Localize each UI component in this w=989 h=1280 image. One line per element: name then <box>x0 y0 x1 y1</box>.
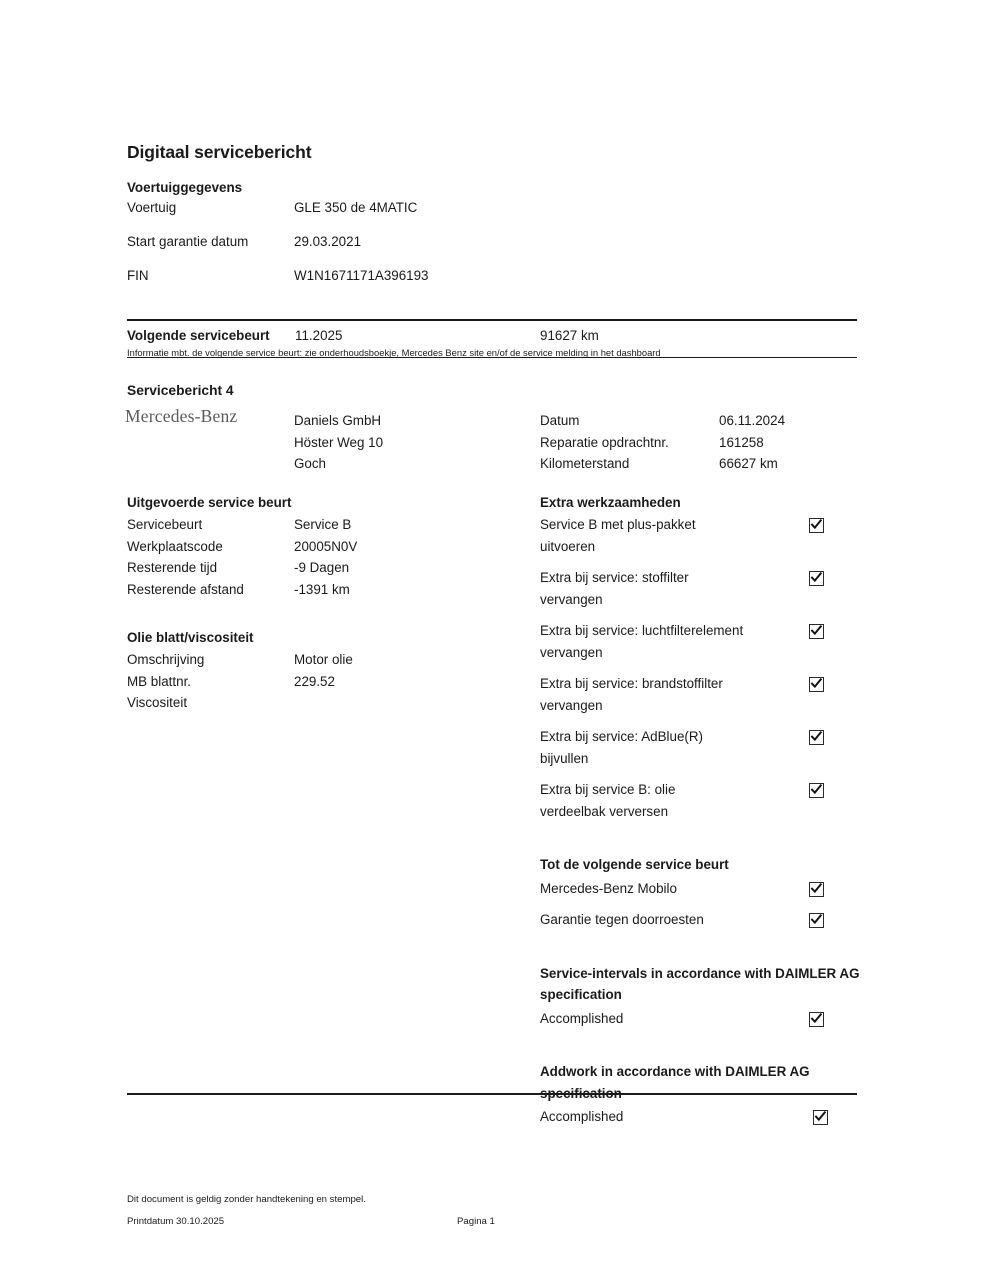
checkbox-checked-icon[interactable] <box>809 730 824 745</box>
extra-work-heading: Extra werkzaamheden <box>540 495 681 510</box>
addwork-list <box>540 1106 860 1128</box>
table-row <box>540 432 860 454</box>
checkbox-checked-icon[interactable] <box>809 571 824 586</box>
row-value: 161258 <box>719 434 764 450</box>
row-label: MB blattnr. <box>127 673 192 689</box>
row-value: 66627 km <box>719 456 778 471</box>
oil-section-heading: Olie blatt/viscositeit <box>127 630 254 645</box>
table-row <box>127 536 517 558</box>
spacer <box>127 600 517 630</box>
row-value: Motor olie <box>294 652 353 667</box>
table-row <box>127 692 517 714</box>
spacer <box>540 1039 860 1061</box>
row-label: FIN <box>127 268 149 283</box>
next-service-band <box>127 328 857 356</box>
row-label: Voertuig <box>127 200 177 215</box>
dealer-name: Daniels GmbH <box>294 413 382 428</box>
row-label: Kilometerstand <box>540 456 630 471</box>
oil-section-table <box>127 649 517 714</box>
footer-print-date: Printdatum 30.10.2025 <box>127 1216 225 1227</box>
row-label: Reparatie opdrachtnr. <box>540 434 669 450</box>
list-item <box>540 567 860 610</box>
divider-top <box>127 319 857 321</box>
vehicle-data-table <box>127 200 627 302</box>
list-item <box>540 620 860 663</box>
checkbox-checked-icon[interactable] <box>809 913 824 928</box>
dealer-address <box>294 410 383 475</box>
left-column <box>127 495 517 714</box>
table-row <box>540 410 860 432</box>
extra-work-list <box>540 514 860 822</box>
until-next-service-heading: Tot de volgende service beurt <box>540 857 729 872</box>
table-row <box>127 268 627 302</box>
row-label: Werkplaatscode <box>127 538 223 554</box>
table-row <box>540 453 860 475</box>
list-item-label: Accomplished <box>540 1010 624 1026</box>
checkbox-checked-icon[interactable] <box>809 518 824 533</box>
list-item-label: Extra bij service: brandstoffilter vervangen <box>540 676 723 713</box>
row-value: Service B <box>294 517 352 532</box>
list-item-label: Mercedes-Benz Mobilo <box>540 880 677 896</box>
row-value: 229.52 <box>294 673 335 689</box>
row-label: Viscositeit <box>127 695 188 710</box>
service-intervals-heading: Service-intervals in accordance with DAIMLER AG specification <box>540 965 860 1002</box>
right-column <box>540 495 860 1138</box>
checkbox-checked-icon[interactable] <box>809 1012 824 1027</box>
divider-mid <box>127 357 857 358</box>
table-row <box>127 514 517 536</box>
row-value: -1391 km <box>294 581 350 597</box>
table-row <box>127 671 517 693</box>
row-value: 20005N0V <box>294 538 358 554</box>
list-item <box>540 909 860 931</box>
checkbox-checked-icon[interactable] <box>809 882 824 897</box>
next-service-date: 11.2025 <box>295 328 343 343</box>
row-value: GLE 350 de 4MATIC <box>294 200 418 215</box>
list-item <box>540 878 860 900</box>
list-item-label: Accomplished <box>540 1109 624 1124</box>
row-value: 29.03.2021 <box>294 234 362 249</box>
table-row <box>127 579 517 601</box>
list-item-label: Extra bij service: stoffilter vervangen <box>540 570 689 607</box>
list-item <box>540 726 860 769</box>
checkbox-checked-icon[interactable] <box>813 1110 828 1125</box>
table-row <box>127 557 517 579</box>
list-item <box>540 1008 860 1030</box>
performed-service-table <box>127 514 517 600</box>
list-item-label: Extra bij service B: olie verdeelbak verversen <box>540 782 676 819</box>
next-service-note: Informatie mbt. de volgende service beurt: zie onderhoudsboekje, Mercedes Benz site en/of de service melding in het dashboard <box>127 347 661 358</box>
page-title: Digitaal servicebericht <box>127 142 312 162</box>
table-row <box>127 234 627 268</box>
mercedes-benz-wordmark: Mercedes-Benz <box>125 406 238 426</box>
list-item-label: Extra bij service: AdBlue(R) bijvullen <box>540 729 703 766</box>
service-intervals-list <box>540 1008 860 1030</box>
list-item <box>540 514 860 557</box>
list-item-label: Extra bij service: luchtfilterelement vervangen <box>540 623 744 660</box>
spacer <box>540 832 860 854</box>
list-item <box>540 779 860 822</box>
table-row <box>127 649 517 671</box>
row-value: -9 Dagen <box>294 560 350 575</box>
list-item <box>540 1106 860 1128</box>
vehicle-section-heading: Voertuiggegevens <box>127 180 243 195</box>
footer-page-number: Pagina 1 <box>457 1216 495 1227</box>
spacer <box>540 941 860 963</box>
checkbox-checked-icon[interactable] <box>809 677 824 692</box>
divider-bottom <box>127 1093 857 1095</box>
row-value: 06.11.2024 <box>719 413 786 428</box>
list-item-label: Service B met plus-pakket uitvoeren <box>540 517 696 554</box>
checkbox-checked-icon[interactable] <box>809 783 824 798</box>
footer-validity-note: Dit document is geldig zonder handtekening en stempel. <box>127 1194 366 1205</box>
list-item <box>540 673 860 716</box>
table-row <box>127 200 627 234</box>
row-label: Servicebeurt <box>127 517 203 532</box>
row-label: Resterende tijd <box>127 560 218 575</box>
performed-service-heading: Uitgevoerde service beurt <box>127 495 292 510</box>
row-value: W1N1671171A396193 <box>294 268 429 283</box>
next-service-label: Volgende servicebeurt <box>127 328 270 343</box>
checkbox-checked-icon[interactable] <box>809 624 824 639</box>
row-label: Omschrijving <box>127 652 205 667</box>
until-next-service-list <box>540 878 860 931</box>
report-meta-table <box>540 410 860 475</box>
addwork-heading: Addwork in accordance with DAIMLER AG specification <box>540 1064 810 1101</box>
list-item-label: Garantie tegen doorroesten <box>540 912 704 927</box>
row-label: Resterende afstand <box>127 581 244 597</box>
next-service-mileage: 91627 km <box>540 328 599 343</box>
row-label: Start garantie datum <box>127 234 249 249</box>
row-label: Datum <box>540 413 580 428</box>
report-heading: Servicebericht 4 <box>127 383 234 398</box>
dealer-street: Höster Weg 10 <box>294 434 384 450</box>
dealer-city: Goch <box>294 456 327 471</box>
